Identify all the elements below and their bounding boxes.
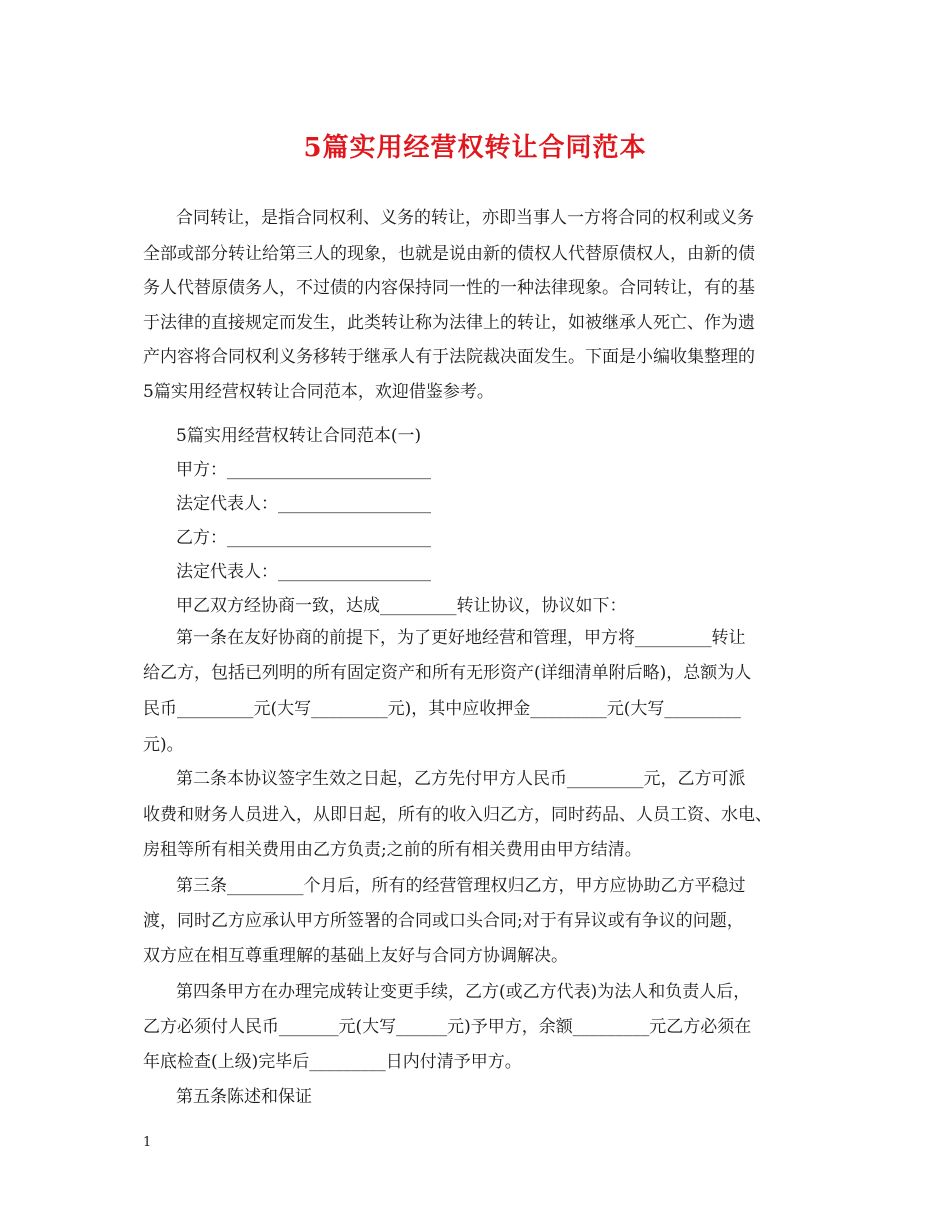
article-5-heading: 第五条陈述和保证: [176, 1087, 312, 1107]
article-2-line: 第二条本协议签字生效之日起，乙方先付甲方人民币_________元，乙方可派: [176, 769, 746, 789]
legal-representative-b-field: 法定代表人：__________________: [176, 562, 431, 582]
article-1-line: 第一条在友好协商的前提下，为了更好地经营和管理，甲方将_________转让: [176, 628, 746, 648]
paragraph-line: 务人代替原债务人，不过债的内容保持同一性的一种法律现象。合同转让，有的基: [143, 278, 755, 298]
article-1-line: 给乙方，包括已列明的所有固定资产和所有无形资产(详细清单附后略)，总额为人: [143, 663, 752, 683]
paragraph-line: 于法律的直接规定而发生，此类转让称为法律上的转让，如被继承人死亡、作为遗: [143, 313, 755, 333]
article-3-line: 双方应在相互尊重理解的基础上友好与合同方协调解决。: [143, 946, 568, 966]
agreement-intro: 甲乙双方经协商一致，达成_________转让协议，协议如下：: [176, 596, 627, 616]
page-number: 1: [143, 1135, 152, 1150]
article-4-line: 第四条甲方在办理完成转让变更手续，乙方(或乙方代表)为法人和负责人后，: [176, 982, 751, 1002]
article-4-line: 乙方必须付人民币_______元(大写______元)予甲方，余额_________元乙方必须在: [143, 1017, 752, 1037]
paragraph-line: 合同转让，是指合同权利、义务的转让，亦即当事人一方将合同的权利或义务: [176, 208, 754, 228]
legal-representative-a-field: 法定代表人：__________________: [176, 494, 431, 514]
article-2-line: 收费和财务人员进入，从即日起，所有的收入归乙方，同时药品、人员工资、水电、: [143, 805, 772, 825]
article-4-line: 年底检查(上级)完毕后_________日内付清予甲方。: [143, 1052, 522, 1072]
party-b-field: 乙方：________________________: [176, 528, 431, 548]
paragraph-line: 产内容将合同权利义务移转于继承人有于法院裁决面发生。下面是小编收集整理的: [143, 347, 755, 367]
article-3-line: 渡，同时乙方应承认甲方所签署的合同或口头合同;对于有异议或有争议的问题，: [143, 911, 744, 931]
article-1-line: 元)。: [143, 735, 184, 755]
article-3-line: 第三条_________个月后，所有的经营管理权归乙方，甲方应协助乙方平稳过: [176, 876, 746, 896]
paragraph-line: 5篇实用经营权转让合同范本，欢迎借鉴参考。: [143, 382, 494, 402]
party-a-field: 甲方：________________________: [176, 460, 431, 480]
document-title: 5篇实用经营权转让合同范本: [303, 133, 647, 163]
article-1-line: 民币_________元(大写_________元)，其中应收押金_________元(大写_________: [143, 699, 741, 719]
section-heading: 5篇实用经营权转让合同范本(一): [176, 426, 422, 446]
paragraph-line: 全部或部分转让给第三人的现象，也就是说由新的债权人代替原债权人，由新的债: [143, 244, 755, 264]
article-2-line: 房租等所有相关费用由乙方负责;之前的所有相关费用由甲方结清。: [143, 840, 642, 860]
